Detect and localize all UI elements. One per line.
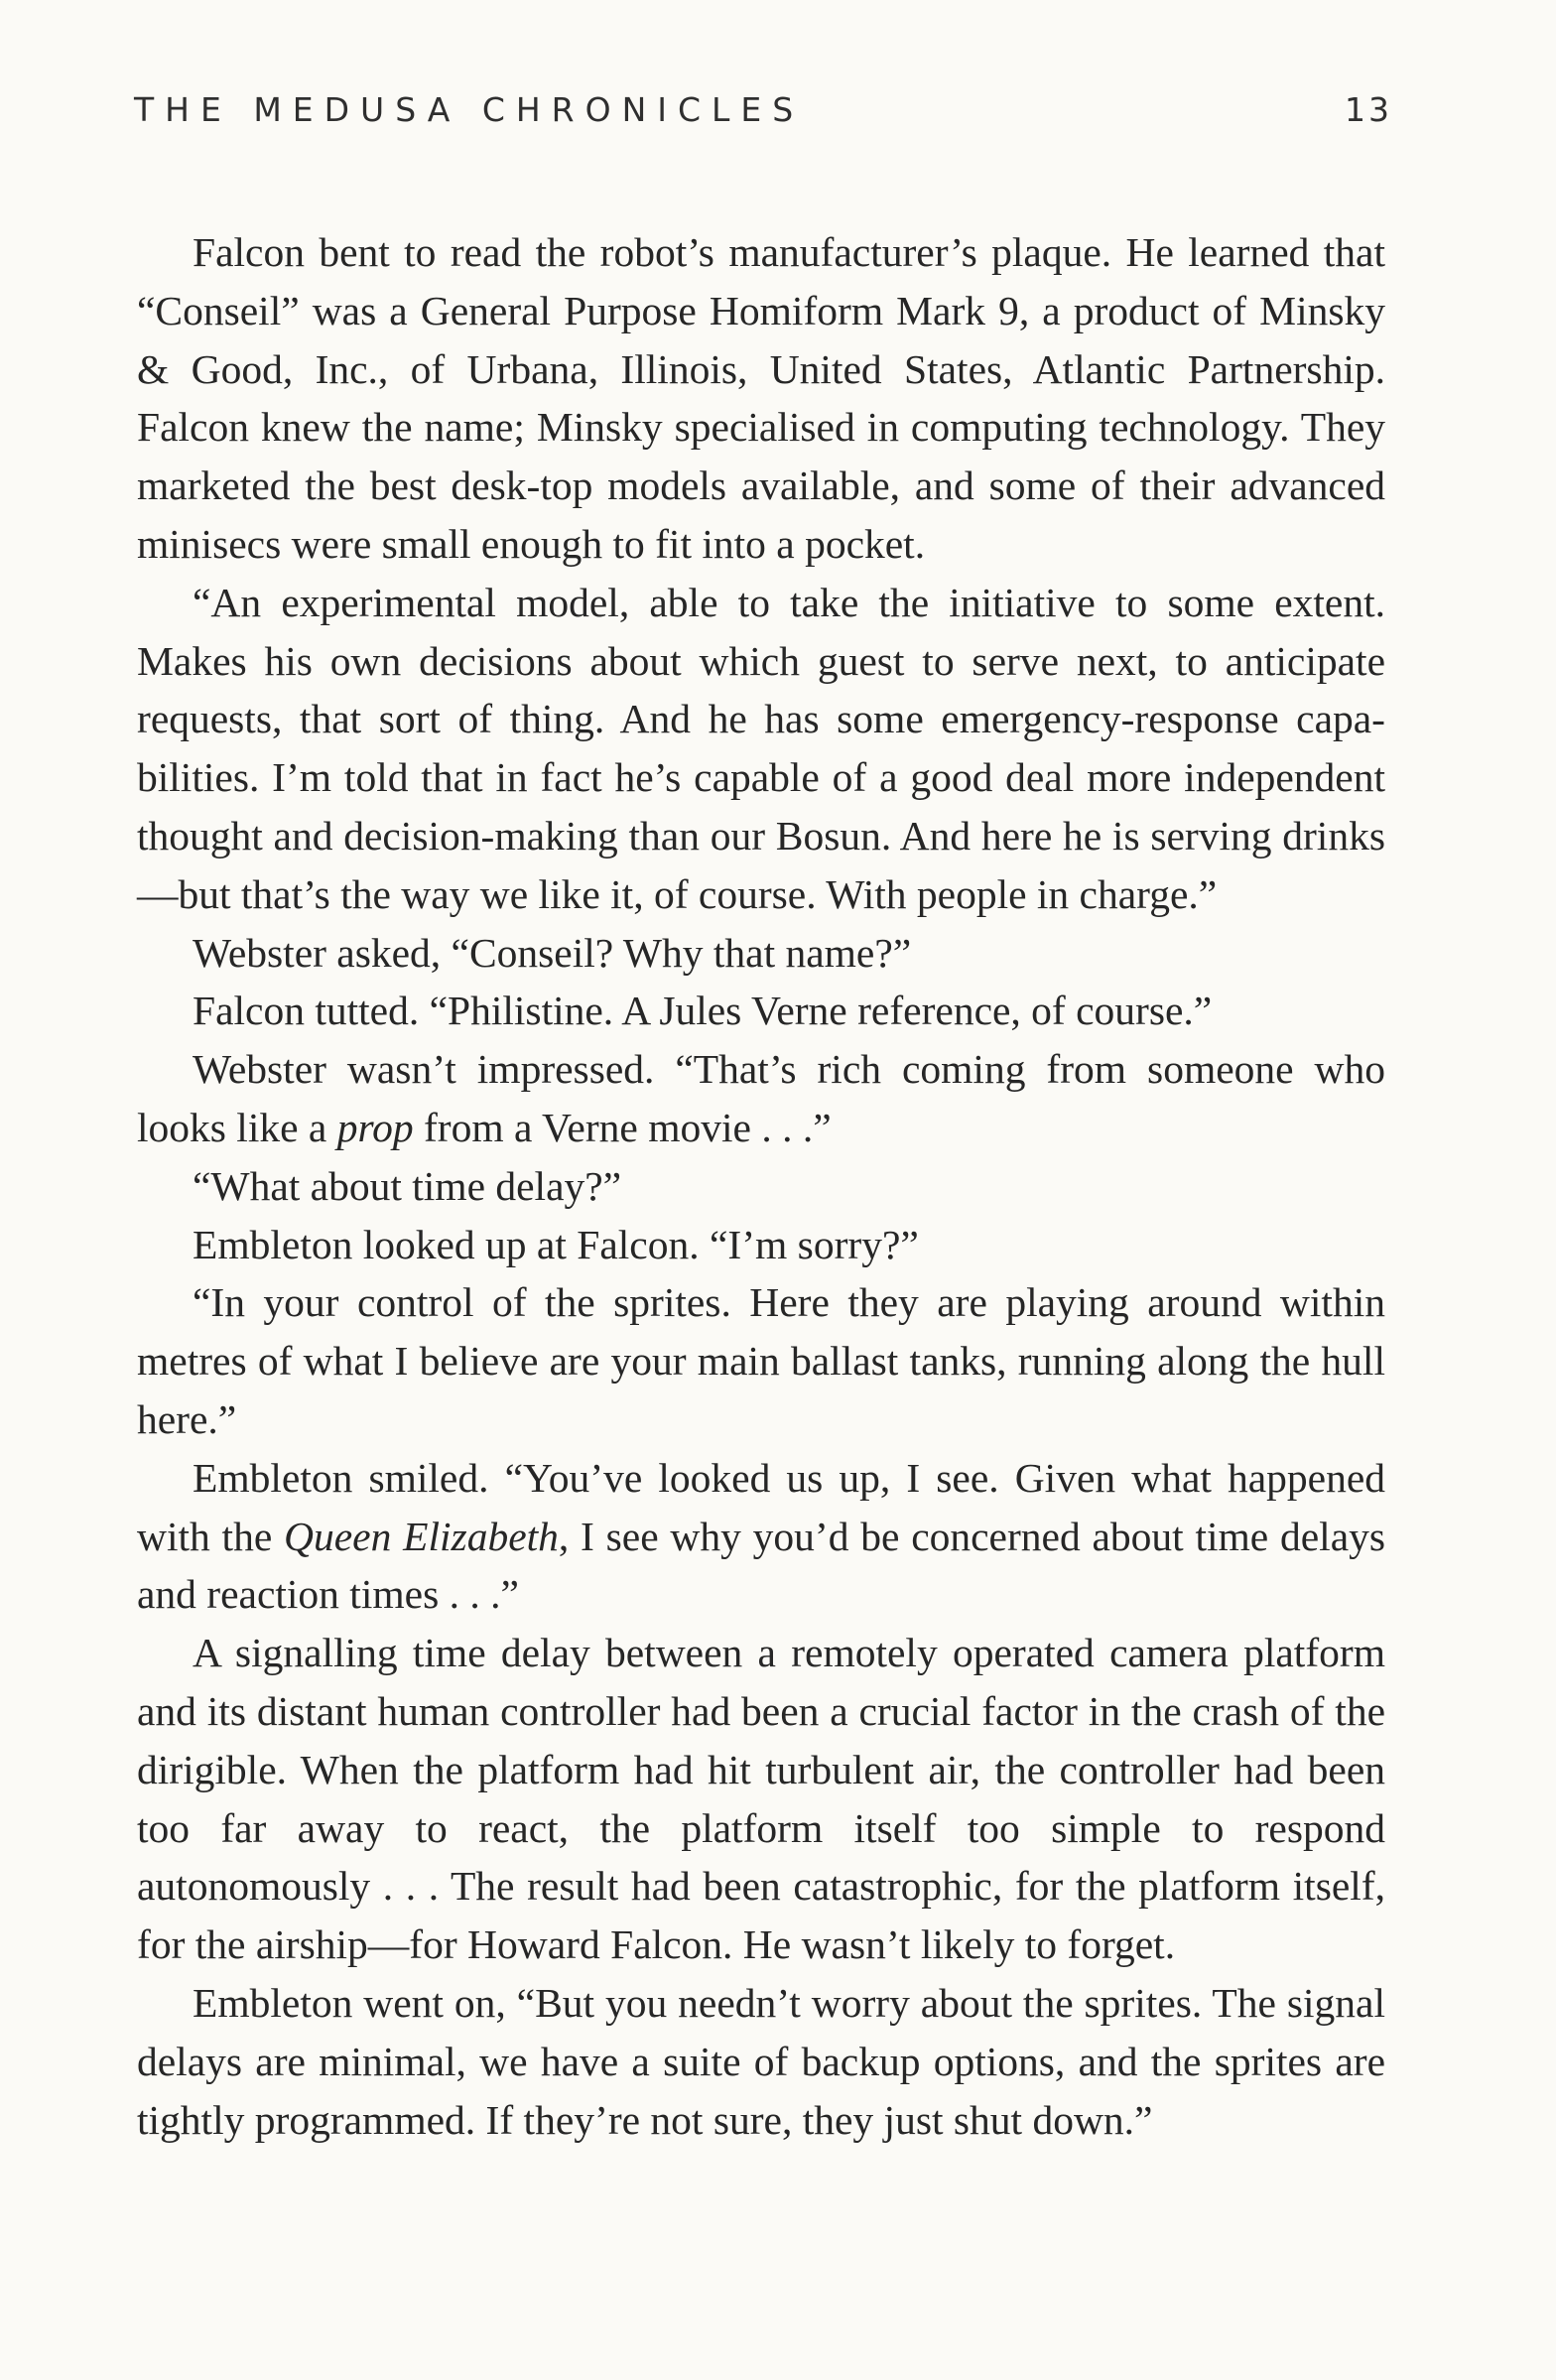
paragraph-text: , I see why you’d be concerned about time delays and reaction times . . .” [137,1513,1386,1618]
page-number: 13 [1345,90,1392,129]
paragraph-text: from a Verne movie . . .” [413,1104,832,1150]
book-title: THE MEDUSA CHRONICLES [134,90,805,129]
italic-text: Queen Elizabeth [284,1513,559,1559]
paragraph: A signalling time delay between a remotely operated camera platform and its distant human controller had been a crucial factor in the crash of the dirigible. When the platform had hit turbulent air, the controller had been too far away to react, the platform itself too simple to respond autonomously . . . The result had been catastrophic, for the platform itself, for the airship—for Howard Falcon. He wasn’t likely to forget. [137,1630,1385,1968]
paragraph: Webster asked, “Conseil? Why that name?” [193,929,912,976]
paragraph: Embleton looked up at Falcon. “I’m sorry?” [193,1221,919,1267]
paragraph [137,1449,1385,1624]
paragraph: “An experimental model, able to take the initiative to some extent. Makes his own decisions about which guest to serve next, to anticipate requests, that sort of thing. And he has some emergency-response capabilities. I’m told that in fact he’s capable of a good deal more independent thought and decision-making than our Bosun. And here he is serving drinks—but that’s the way we like it, of course. With people in charge.” [137,579,1385,917]
paragraph: Falcon bent to read the robot’s manufacturer’s plaque. He learned that “Conseil” was a General Purpose Homiform Mark 9, a product of Minsky & Good, Inc., of Urbana, Illinois, United States, Atlantic Partnership. Falcon knew the name; Minsky specialised in computing technology. They marketed the best desk-top models available, and some of their advanced minisecs were small enough to fit into a pocket. [137,229,1385,567]
body-text [137,223,1385,2149]
paragraph: Embleton went on, “But you needn’t worry about the sprites. The signal delays are minimal, we have a suite of backup options, and the sprites are tightly programmed. If they’re not sure, they just shut down.” [137,1979,1385,2143]
paragraph-text: Embleton smiled. “You’ve looked us up, I see. Given what happened with the [137,1454,1385,1559]
paragraph: “In your control of the sprites. Here they are playing around within metres of what I believe are your main ballast tanks, running along the hull here.” [137,1279,1385,1442]
paragraph: Falcon tutted. “Philistine. A Jules Verne reference, of course.” [193,988,1213,1034]
running-head [134,69,1392,129]
paragraph [137,1040,1385,1157]
paragraph: “What about time delay?” [193,1162,622,1209]
italic-text: prop [336,1104,414,1150]
paragraph-text: Webster wasn’t impressed. “That’s rich coming from someone who looks like a [137,1046,1385,1150]
